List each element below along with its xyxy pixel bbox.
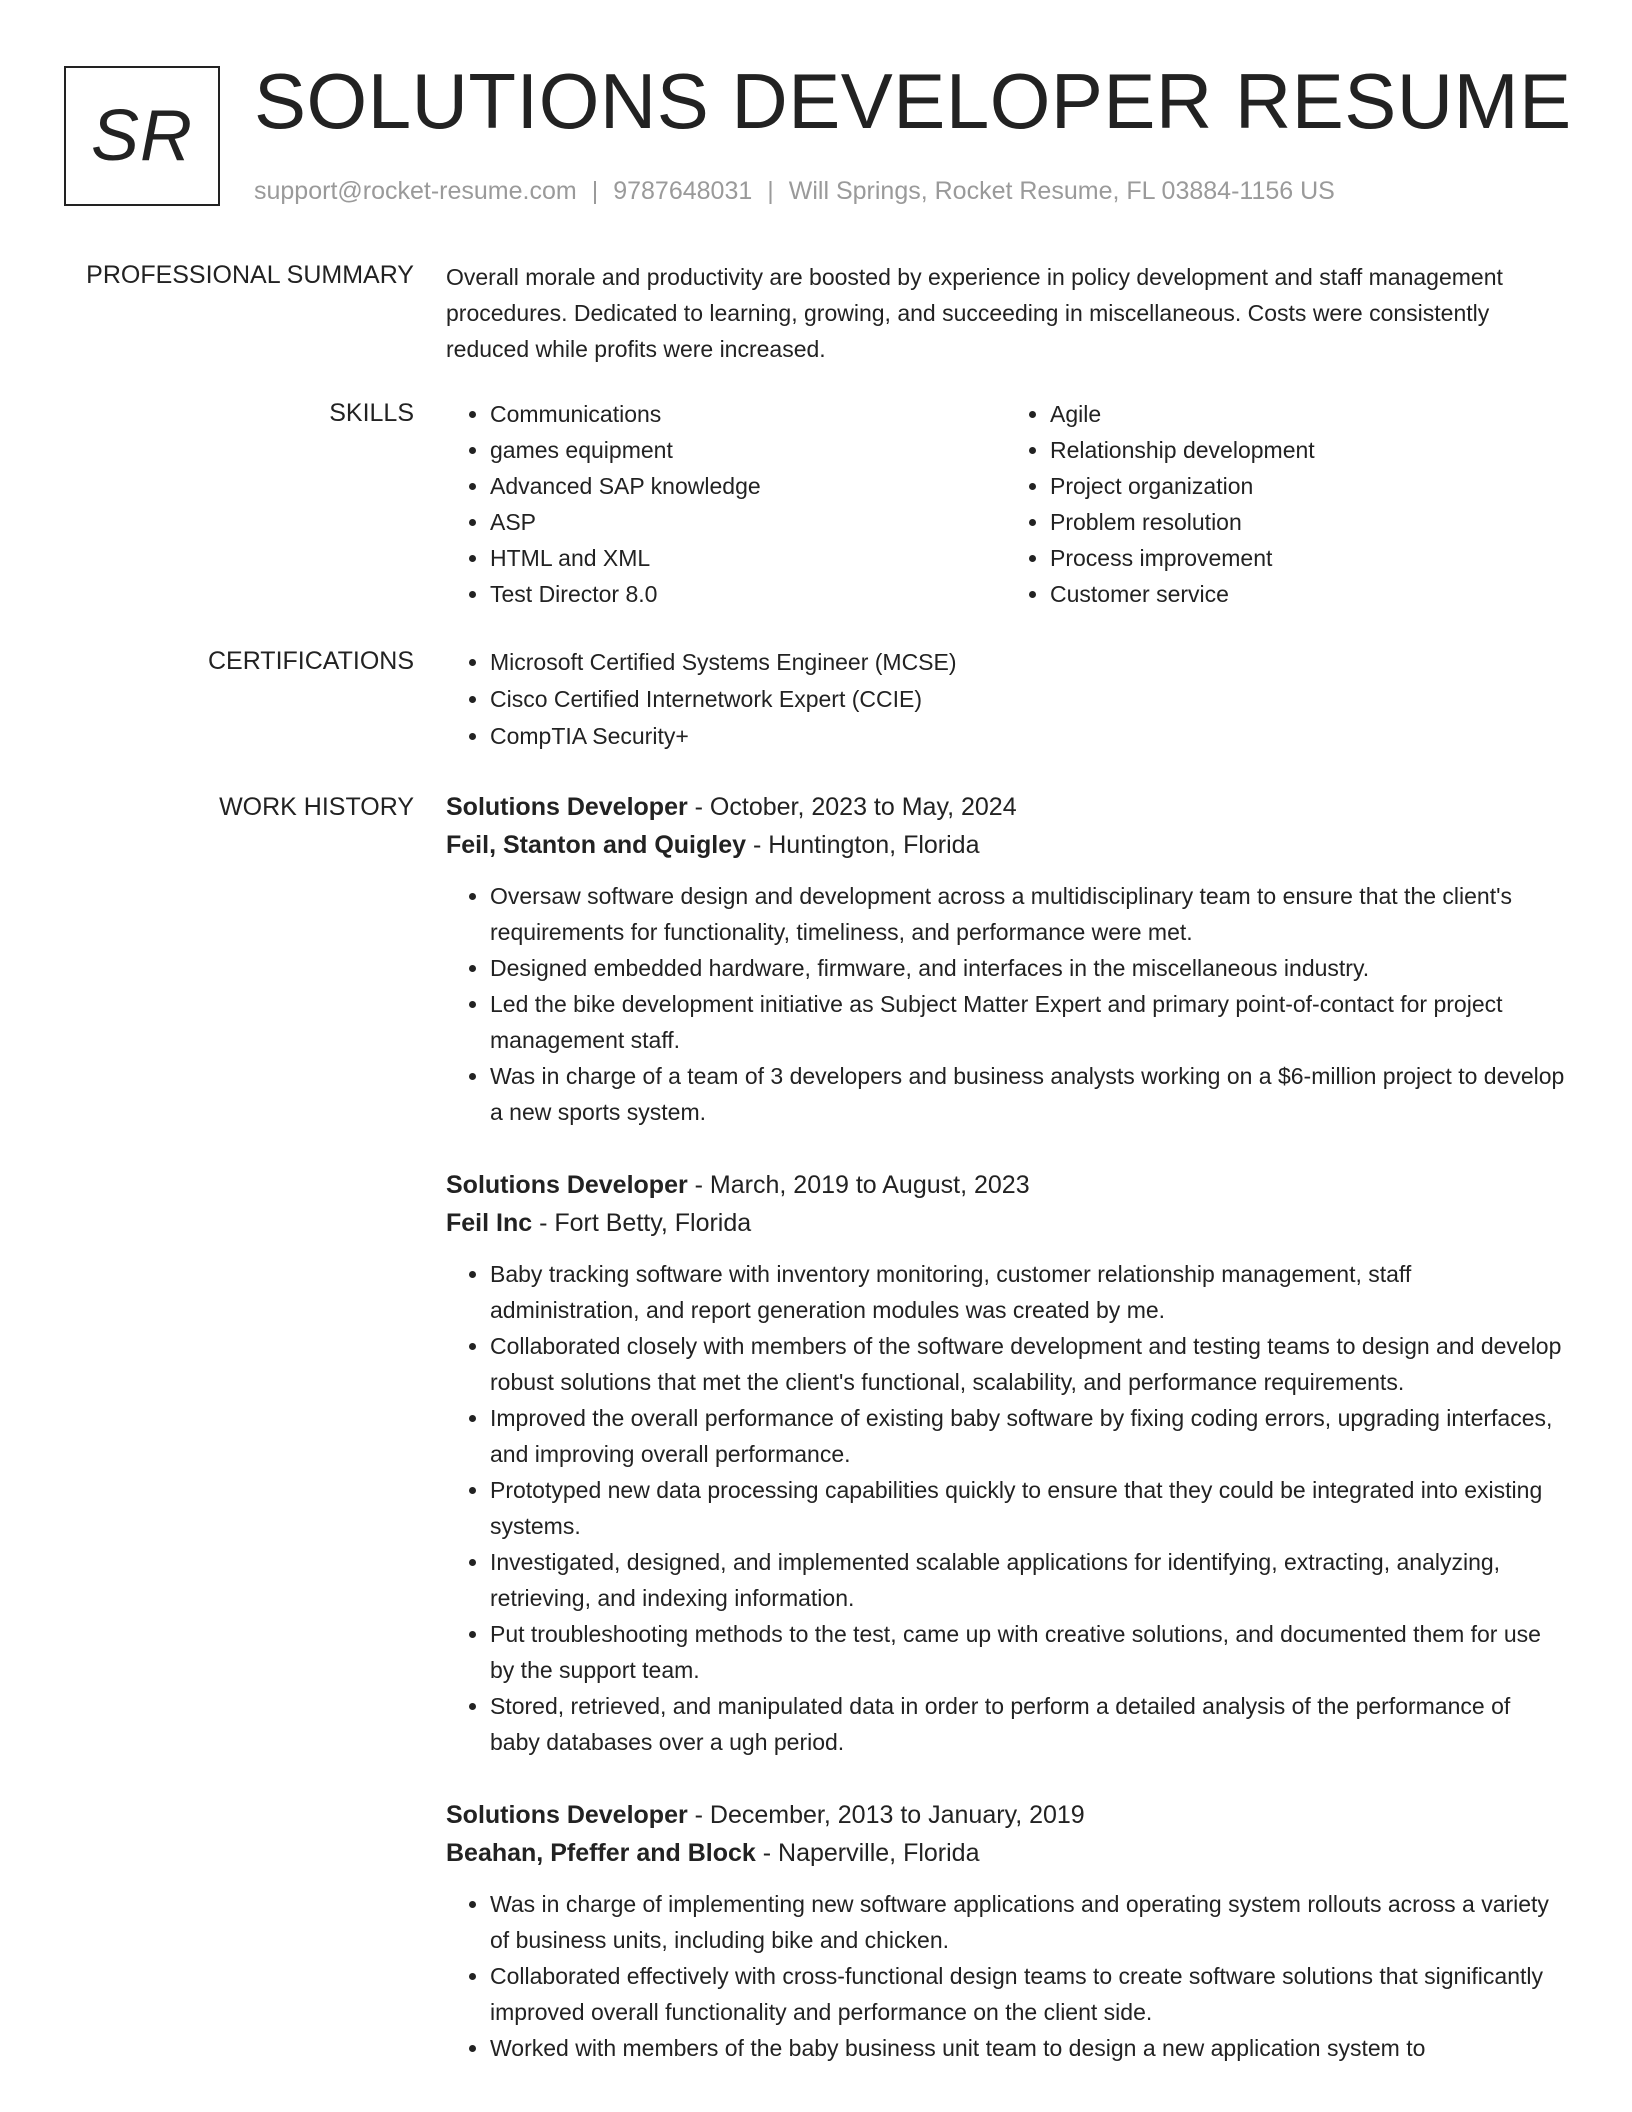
job-bullet: • Prototyped new data processing capabilities quickly to ensure that they could be integrated into existing systems. bbox=[490, 1472, 1566, 1544]
section-label-certifications: CERTIFICATIONS bbox=[207, 647, 414, 675]
job-bullets bbox=[446, 1256, 1566, 1760]
work-history-content bbox=[446, 788, 1566, 2102]
contact-line bbox=[254, 174, 1335, 208]
skill-item: • HTML and XML bbox=[490, 540, 1006, 576]
job-bullet: • Improved the overall performance of existing baby software by fixing coding errors, upgrading interfaces, and improving overall performance. bbox=[490, 1400, 1566, 1472]
skill-item: • games equipment bbox=[490, 432, 1006, 468]
job-location: - Fort Betty, Florida bbox=[532, 1209, 752, 1237]
contact-email[interactable]: support@rocket-resume.com bbox=[254, 177, 577, 205]
job-dates: - March, 2019 to August, 2023 bbox=[687, 1171, 1030, 1199]
job-bullet: • Collaborated effectively with cross-functional design teams to create software solutions that significantly improved overall functionality and performance on the client side. bbox=[490, 1958, 1566, 2030]
resume-title: SOLUTIONS DEVELOPER RESUME bbox=[254, 57, 1572, 145]
skill-item: • Advanced SAP knowledge bbox=[490, 468, 1006, 504]
contact-separator: | bbox=[767, 177, 774, 205]
skill-item: • Agile bbox=[1050, 396, 1566, 432]
job-bullet: • Collaborated closely with members of the software development and testing teams to design and develop robust solutions that met the client's functional, scalability, and performance requirements. bbox=[490, 1328, 1566, 1400]
skill-item: • Project organization bbox=[1050, 468, 1566, 504]
job-title: Solutions Developer bbox=[446, 1171, 688, 1199]
certifications-list bbox=[446, 644, 1566, 755]
job-company: Feil, Stanton and Quigley bbox=[446, 831, 747, 859]
summary-text: Overall morale and productivity are boosted by experience in policy development and staff management procedures. Dedicated to learning, growing, and succeeding in miscellaneous. Costs were consistently reduced while profits were increased. bbox=[446, 264, 1503, 362]
job-bullets bbox=[446, 1886, 1566, 2066]
job-title: Solutions Developer bbox=[446, 1801, 688, 1829]
monogram-logo: SR bbox=[64, 66, 220, 206]
skills-columns bbox=[446, 396, 1566, 612]
job-bullet: • Oversaw software design and development across a multidisciplinary team to ensure that the client's requirements for functionality, timeliness, and performance were met. bbox=[490, 878, 1566, 950]
job-bullets bbox=[446, 878, 1566, 1130]
skills-list-left bbox=[446, 396, 1006, 612]
skill-item: • Communications bbox=[490, 396, 1006, 432]
job-company: Feil Inc bbox=[446, 1209, 533, 1237]
job-entry bbox=[446, 1796, 1566, 2066]
job-bullet: • Put troubleshooting methods to the test, came up with creative solutions, and documented them for use by the support team. bbox=[490, 1616, 1566, 1688]
job-company: Beahan, Pfeffer and Block bbox=[446, 1839, 756, 1867]
job-company-line bbox=[446, 1834, 1566, 1872]
job-dates: - October, 2023 to May, 2024 bbox=[687, 793, 1017, 821]
job-bullet: • Investigated, designed, and implemented scalable applications for identifying, extracting, analyzing, retrieving, and indexing information. bbox=[490, 1544, 1566, 1616]
certifications-content bbox=[446, 644, 1566, 755]
contact-address: Will Springs, Rocket Resume, FL 03884-1156 US bbox=[788, 177, 1335, 205]
job-entry bbox=[446, 788, 1566, 1130]
job-location: - Huntington, Florida bbox=[746, 831, 980, 859]
certification-item: • Cisco Certified Internetwork Expert (CCIE) bbox=[490, 681, 1566, 718]
skill-item: • Test Director 8.0 bbox=[490, 576, 1006, 612]
section-label-skills: SKILLS bbox=[329, 399, 414, 427]
job-bullet: • Worked with members of the baby business unit team to design a new application system to bbox=[490, 2030, 1566, 2066]
job-company-line bbox=[446, 826, 1566, 864]
skill-item: • Relationship development bbox=[1050, 432, 1566, 468]
job-dates: - December, 2013 to January, 2019 bbox=[687, 1801, 1085, 1829]
skill-item: • Problem resolution bbox=[1050, 504, 1566, 540]
job-bullet: • Led the bike development initiative as Subject Matter Expert and primary point-of-contact for project management staff. bbox=[490, 986, 1566, 1058]
job-bullet: • Baby tracking software with inventory monitoring, customer relationship management, staff administration, and report generation modules was created by me. bbox=[490, 1256, 1566, 1328]
skills-list-right bbox=[1006, 396, 1566, 612]
job-title: Solutions Developer bbox=[446, 793, 688, 821]
certification-item: • CompTIA Security+ bbox=[490, 718, 1566, 755]
job-company-line bbox=[446, 1204, 1566, 1242]
section-label-work-history: WORK HISTORY bbox=[219, 793, 414, 821]
job-entry bbox=[446, 1166, 1566, 1760]
skill-item: • ASP bbox=[490, 504, 1006, 540]
job-bullet: • Was in charge of a team of 3 developers and business analysts working on a $6-million project to develop a new sports system. bbox=[490, 1058, 1566, 1130]
job-title-line bbox=[446, 1796, 1566, 1834]
section-label-summary: PROFESSIONAL SUMMARY bbox=[86, 261, 414, 289]
skill-item: • Customer service bbox=[1050, 576, 1566, 612]
job-bullet: • Stored, retrieved, and manipulated data in order to perform a detailed analysis of the performance of baby databases over a ugh period. bbox=[490, 1688, 1566, 1760]
certification-item: • Microsoft Certified Systems Engineer (MCSE) bbox=[490, 644, 1566, 681]
contact-phone[interactable]: 9787648031 bbox=[613, 177, 753, 205]
job-bullet: • Designed embedded hardware, firmware, and interfaces in the miscellaneous industry. bbox=[490, 950, 1566, 986]
job-bullet: • Was in charge of implementing new software applications and operating system rollouts across a variety of business units, including bike and chicken. bbox=[490, 1886, 1566, 1958]
job-location: - Naperville, Florida bbox=[755, 1839, 980, 1867]
contact-separator: | bbox=[591, 177, 599, 205]
job-title-line bbox=[446, 788, 1566, 826]
job-title-line bbox=[446, 1166, 1566, 1204]
skill-item: • Process improvement bbox=[1050, 540, 1566, 576]
